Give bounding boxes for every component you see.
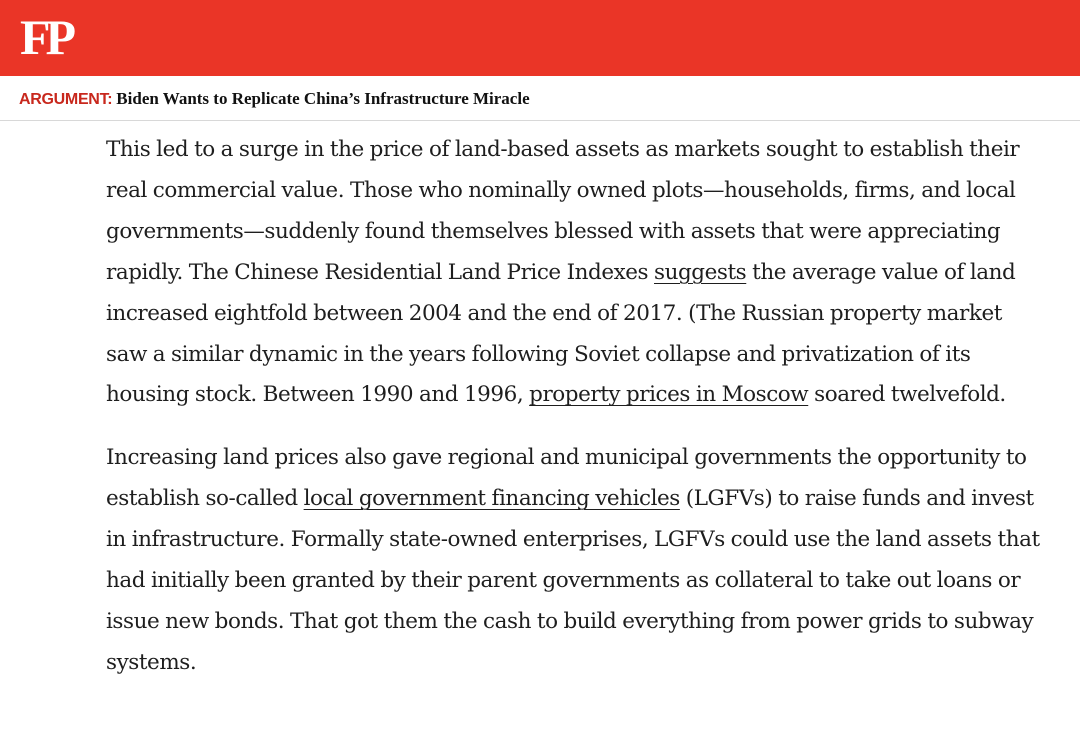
paragraph-1-text-c: soared twelvefold. [808, 382, 1006, 408]
article-body [106, 130, 1046, 706]
moscow-property-prices-link[interactable]: property prices in Moscow [529, 382, 809, 408]
paragraph-1 [106, 130, 1046, 416]
paragraph-2-text-a: Increasing land prices also gave regional and municipal governments the opportunity to establish so-called [106, 445, 1027, 512]
paragraph-1-text-b: the average value of land increased eightfold between 2004 and the end of 2017. (The Russian property market saw a similar dynamic in the years following Soviet collapse and privatization of its housing stock. Between 1990 and 1996, [106, 259, 1016, 408]
paragraph-2-text-b: (LGFVs) to raise funds and invest in infrastructure. Formally state-owned enterprises, LGFVs could use the land assets that had initially been granted by their parent governments as collateral to take out loans or issue new bonds. That got them the cash to build everything from power grids to subway systems. [106, 486, 1040, 675]
paragraph-1-text-a: This led to a surge in the price of land-based assets as markets sought to establish their real commercial value. Those who nominally owned plots—households, firms, and local governments—suddenly found themselves blessed with assets that were appreciating rapidly. The Chinese Residential Land Price Indexes [106, 137, 1020, 285]
paragraph-2 [106, 438, 1046, 683]
article-headline-bar [0, 76, 1080, 121]
site-header [0, 0, 1080, 76]
suggests-link[interactable]: suggests [654, 259, 747, 285]
fp-logo[interactable]: FP [20, 9, 72, 65]
section-kicker: ARGUMENT: [19, 91, 113, 108]
headline-link[interactable]: Biden Wants to Replicate China’s Infrastructure Miracle [116, 89, 530, 108]
lgfv-link[interactable]: local government financing vehicles [303, 486, 680, 512]
headline [19, 88, 530, 111]
